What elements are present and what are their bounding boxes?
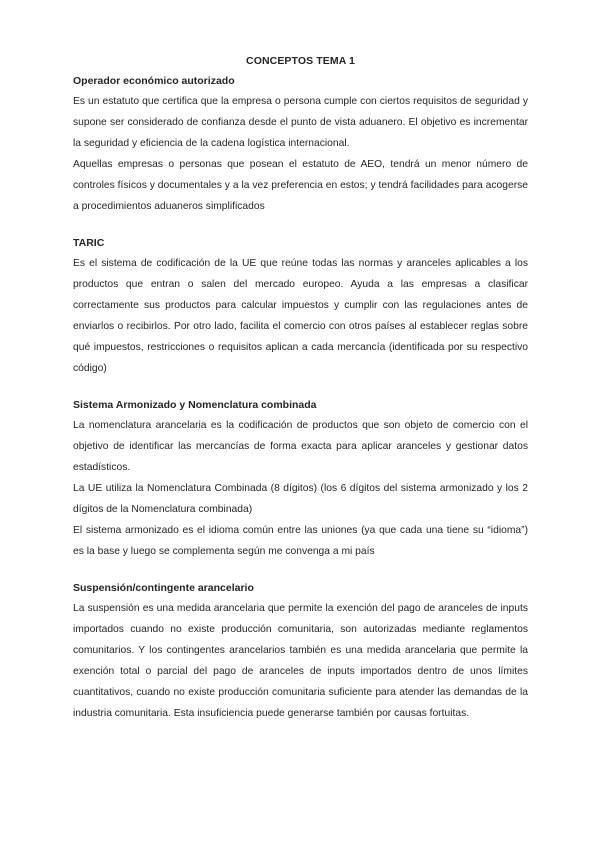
section-aeo <box>73 72 528 217</box>
paragraph: La suspensión es una medida arancelaria que permite la exención del pago de aranceles de inputs importados cuando no existe producción comunitaria, son autorizadas mediante reglamentos comunitarios. Y los contingentes arancelarios también es una medida arancelaria que permite la exención total o parcial del pago de aranceles de inputs importados dentro de unos límites cuantitativos, cuando no existe producción comunitaria suficiente para atender las demandas de la industria comunitaria. Esta insuficiencia puede generarse también por causas fortuitas. <box>73 603 528 719</box>
section-heading: Suspensión/contingente arancelario <box>73 582 254 594</box>
paragraph: Es un estatuto que certifica que la empresa o persona cumple con ciertos requisitos de seguridad y supone ser considerado de confianza desde el punto de vista aduanero. El objetivo es incrementar la seguridad y eficiencia de la cadena logística internacional. <box>73 96 528 149</box>
paragraph: Aquellas empresas o personas que posean el estatuto de AEO, tendrá un menor número de controles físicos y documentales y a la vez preferencia en estos; y tendrá facilidades para acogerse a procedimientos aduaneros simplificados <box>73 159 528 212</box>
section-heading: TARIC <box>73 237 105 249</box>
section-taric <box>73 234 528 379</box>
paragraph: La UE utiliza la Nomenclatura Combinada (8 dígitos) (los 6 dígitos del sistema armonizado y los 2 dígitos de la Nomenclatura combinada) <box>73 483 528 515</box>
section-heading: Operador económico autorizado <box>73 75 235 87</box>
paragraph: La nomenclatura arancelaria es la codificación de productos que son objeto de comercio con el objetivo de identificar las mercancías de forma exacta para aplicar aranceles y gestionar datos estadísticos. <box>73 420 528 473</box>
paragraph: Es el sistema de codificación de la UE que reúne todas las normas y aranceles aplicables a los productos que entran o salen del mercado europeo. Ayuda a las empresas a clasificar correctamente sus productos para calcular impuestos y cumplir con las regulaciones antes de enviarlos o recibirlos. Por otro lado, facilita el comercio con otros países al establecer reglas sobre qué impuestos, restricciones o requisitos aplican a cada mercancía (identificada por su respectivo código) <box>73 258 528 374</box>
section-sistema-armonizado <box>73 396 528 562</box>
section-heading: Sistema Armonizado y Nomenclatura combinada <box>73 399 317 411</box>
document-title: CONCEPTOS TEMA 1 <box>246 55 355 67</box>
section-suspension-contingente <box>73 579 528 724</box>
paragraph: El sistema armonizado es el idioma común entre las uniones (ya que cada una tiene su “idioma”) es la base y luego se complementa según me convenga a mi país <box>73 525 528 557</box>
